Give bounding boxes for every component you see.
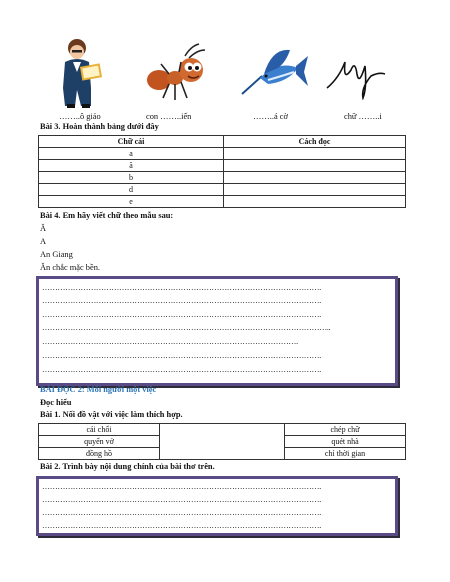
matching-gap xyxy=(160,424,285,460)
right-item[interactable]: chép chữ xyxy=(285,424,406,436)
writing-line[interactable]: ………………………………………………………………………………………………. xyxy=(42,296,321,305)
sample-line-4: Ăn chắc mặc bền. xyxy=(40,263,100,272)
letter-table-header-reading: Cách đọc xyxy=(224,136,406,148)
writing-line[interactable]: ………………………………………………………………………………………. xyxy=(42,337,298,346)
letter-cell: d xyxy=(39,184,224,196)
left-item[interactable]: đồng hồ xyxy=(39,448,160,460)
reading-title: BÀI ĐỌC 2: Mỗi người một việc xyxy=(40,385,157,394)
letter-cell: a xyxy=(39,148,224,160)
writing-line[interactable]: ………………………………………………………………………………………………. xyxy=(42,508,321,517)
sample-line-2: A xyxy=(40,237,47,246)
writing-box-2[interactable] xyxy=(36,476,398,536)
letter-cell: b xyxy=(39,172,224,184)
caption-fish: ……..á cờ xyxy=(253,112,288,121)
ant-icon xyxy=(145,42,210,104)
reading-bai1-title: Bài 1. Nối đồ vật với việc làm thích hợp. xyxy=(40,410,183,419)
teacher-icon xyxy=(55,38,105,110)
writing-box-1[interactable] xyxy=(36,276,398,386)
writing-line[interactable]: ………………………………………………………………………………………………. xyxy=(42,482,321,491)
letter-cell: e xyxy=(39,196,224,208)
signature-icon xyxy=(325,48,387,100)
reading-cell[interactable] xyxy=(224,184,406,196)
writing-line[interactable]: ………………………………………………………………………………………………. xyxy=(42,521,321,530)
reading-section: Đọc hiểu xyxy=(40,398,72,407)
right-item[interactable]: chỉ thời gian xyxy=(285,448,406,460)
right-item[interactable]: quét nhà xyxy=(285,436,406,448)
reading-cell[interactable] xyxy=(224,196,406,208)
sample-line-3: An Giang xyxy=(40,250,73,259)
matching-table xyxy=(38,423,406,460)
reading-cell[interactable] xyxy=(224,148,406,160)
bai3-title: Bài 3. Hoàn thành bảng dưới đây xyxy=(40,122,159,131)
writing-line[interactable]: ………………………………………………………………………………………………. xyxy=(42,310,321,319)
left-item[interactable]: cái chổi xyxy=(39,424,160,436)
caption-ant: con ……..iến xyxy=(146,112,192,121)
writing-line[interactable]: ………………………………………………………………………………………………….. xyxy=(42,323,331,332)
letter-table xyxy=(38,135,406,208)
letter-table-header-letter: Chữ cái xyxy=(39,136,224,148)
reading-cell[interactable] xyxy=(224,160,406,172)
caption-teacher: ……..ô giáo xyxy=(59,112,101,121)
reading-bai2-title: Bài 2. Trình bày nội dung chính của bài thơ trên. xyxy=(40,462,215,471)
bai4-title: Bài 4. Em hãy viết chữ theo mẫu sau: xyxy=(40,211,174,220)
writing-line[interactable]: ………………………………………………………………………………………………. xyxy=(42,495,321,504)
writing-line[interactable]: ………………………………………………………………………………………………. xyxy=(42,283,321,292)
caption-signature: chữ ……..i xyxy=(344,112,382,121)
sample-line-1: Ă xyxy=(40,224,47,233)
letter-cell: ă xyxy=(39,160,224,172)
left-item[interactable]: quyển vở xyxy=(39,436,160,448)
sailfish-icon xyxy=(238,42,310,102)
writing-line[interactable]: ………………………………………………………………………………………………. xyxy=(42,365,321,374)
writing-line[interactable]: ………………………………………………………………………………………………. xyxy=(42,351,321,360)
reading-cell[interactable] xyxy=(224,172,406,184)
